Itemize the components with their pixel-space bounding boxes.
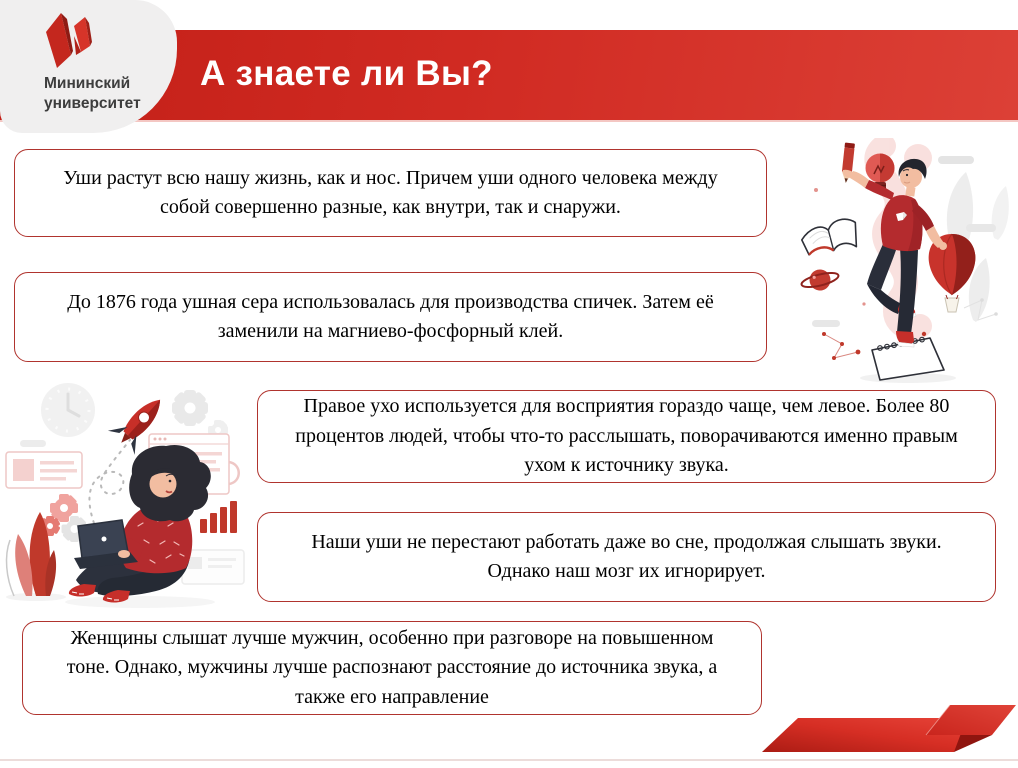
bar-chart-icon	[200, 501, 237, 533]
university-logo-icon	[40, 10, 106, 74]
fact-box-4	[257, 512, 996, 602]
fact-box-3	[257, 390, 996, 483]
fact-box-1	[14, 149, 767, 237]
neck	[905, 186, 915, 196]
illustration-woman-laptop	[0, 378, 252, 620]
illustration-man-idea	[768, 138, 1018, 390]
woman-laptop-graphic	[0, 378, 252, 620]
logo-text-line1: Мининский	[44, 75, 131, 92]
slide-title: А знаете ли Вы?	[200, 54, 493, 94]
man-idea-graphic	[768, 138, 1018, 390]
ribbon-graphic	[740, 690, 1018, 762]
fact-text-4: Наши уши не перестают работать даже во сне, продолжая слышать звуки. Однако наш мозг их игнорирует.	[311, 530, 942, 582]
ribbon-decoration	[740, 690, 1018, 762]
shoe-left	[69, 584, 96, 597]
logo-text-line2: университет	[44, 94, 141, 112]
fact-box-5	[22, 621, 762, 715]
faint-card	[182, 550, 244, 584]
browser-card-left	[6, 452, 82, 488]
cloud	[20, 440, 46, 447]
planet-icon	[799, 265, 841, 295]
book-icon	[799, 217, 860, 258]
fact-text-1: Уши растут всю нашу жизнь, как и нос. Причем уши одного человека между собой совершенно разные, как внутри, так и снаружи.	[63, 166, 718, 218]
fact-text-5: Женщины слышат лучше мужчин, особенно при разговоре на повышенном тоне. Однако, мужчины лучше распознают расстояние до источника звука, а также его направление	[66, 626, 718, 708]
fact-text-2: До 1876 года ушная сера использовалась для производства спичек. Затем её заменили на магниево-фосфорный клей.	[67, 290, 714, 342]
university-logo-text	[44, 74, 141, 114]
fact-text-3: Правое ухо используется для восприятия гораздо чаще, чем левое. Более 80 процентов людей, чтобы что-то расслышать, поворачиваются именно правым ухом к источнику звука.	[295, 395, 958, 477]
gear-icon	[172, 390, 208, 426]
fact-box-2	[14, 272, 767, 362]
clock-icon	[41, 383, 95, 437]
